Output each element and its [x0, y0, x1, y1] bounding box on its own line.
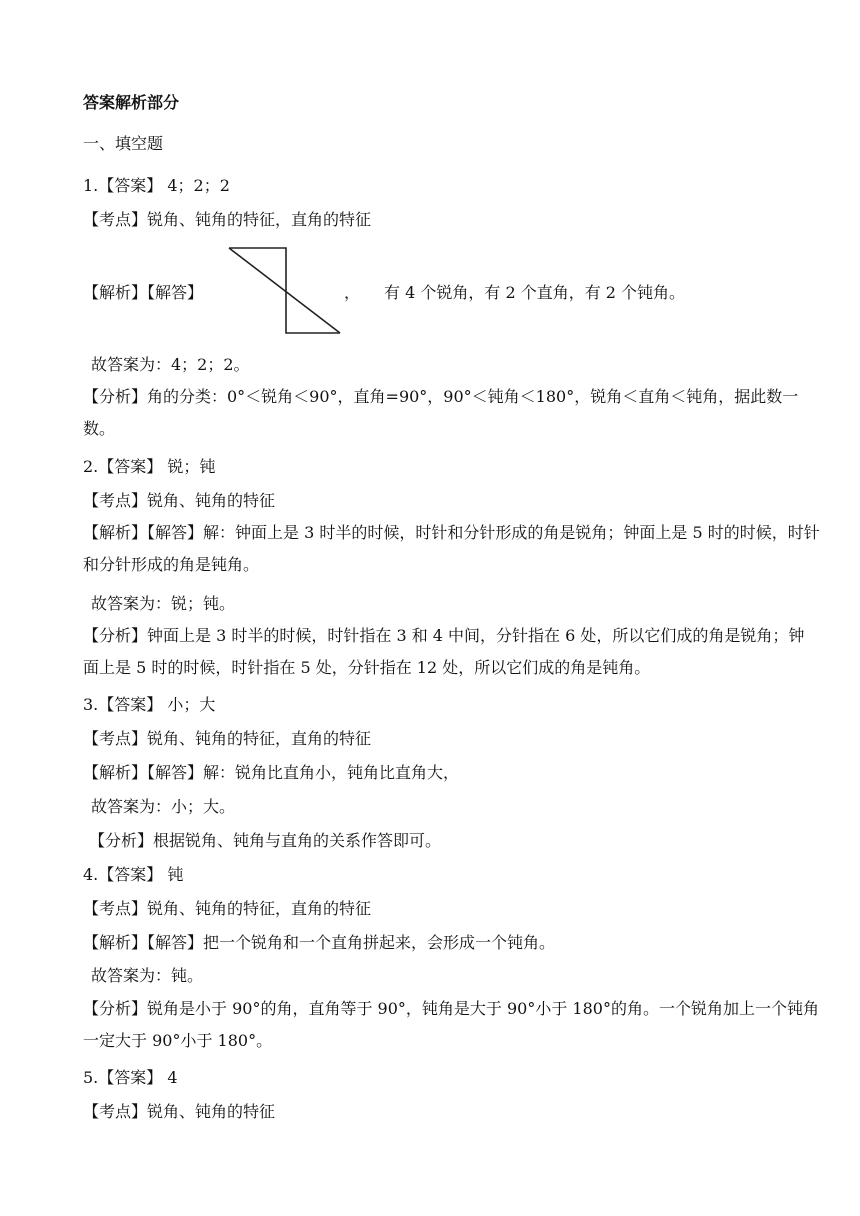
q2-explain: 【分析】钟面上是 3 时半的时候，时针指在 3 和 4 中间，分针指在 6 处，所以它们成的角是锐角；钟面上是 5 时的时候，时针指在 5 处，分针指在 12 处，所以它们成的角是钝角。 — [83, 626, 805, 677]
q1-explain: 【分析】角的分类：0°＜锐角＜90°，直角=90°，90°＜钝角＜180°，锐角＜直角＜钝角，据此数一数。 — [83, 387, 799, 438]
q4-analysis: 【解析】【解答】把一个锐角和一个直角拼起来，会形成一个钝角。 — [83, 933, 556, 952]
q4-point: 【考点】锐角、钝角的特征，直角的特征 — [83, 899, 372, 918]
q3-final: 故答案为：小；大。 — [91, 797, 236, 816]
q2-point: 【考点】锐角、钝角的特征 — [83, 491, 276, 510]
q5-answer: 5.【答案】 4 — [83, 1068, 178, 1087]
q1-analysis-tail: ， 有 4 个锐角，有 2 个直角，有 2 个钝角。 — [344, 283, 686, 302]
q1-point: 【考点】锐角、钝角的特征，直角的特征 — [83, 210, 372, 229]
q3-analysis: 【解析】【解答】解：锐角比直角小，钝角比直角大， — [83, 763, 460, 782]
q1-answer: 1.【答案】 4；2；2 — [83, 176, 230, 195]
q1-analysis-label: 【解析】【解答】 — [83, 283, 204, 302]
q3-explain: 【分析】根据锐角、钝角与直角的关系作答即可。 — [89, 831, 442, 850]
doc-title: 答案解析部分 — [83, 93, 180, 112]
q2-final: 故答案为：锐；钝。 — [91, 594, 236, 613]
q5-point: 【考点】锐角、钝角的特征 — [83, 1102, 276, 1121]
section-heading: 一、填空题 — [83, 134, 164, 153]
q4-final: 故答案为：钝。 — [91, 966, 204, 985]
q3-point: 【考点】锐角、钝角的特征，直角的特征 — [83, 729, 372, 748]
q2-analysis: 【解析】【解答】解：钟面上是 3 时半的时候，时针和分针形成的角是锐角；钟面上是 5 时的时候，时针和分针形成的角是钝角。 — [83, 523, 820, 574]
q1-final: 故答案为：4；2；2。 — [91, 355, 250, 374]
q2-answer: 2.【答案】 锐；钝 — [83, 457, 216, 476]
q3-answer: 3.【答案】 小；大 — [83, 695, 216, 714]
angle-figure — [226, 244, 344, 336]
q4-explain: 【分析】锐角是小于 90°的角，直角等于 90°，钝角是大于 90°小于 180°的角。一个锐角加上一个钝角一定大于 90°小于 180°。 — [83, 999, 819, 1050]
q4-answer: 4.【答案】 钝 — [83, 865, 184, 884]
